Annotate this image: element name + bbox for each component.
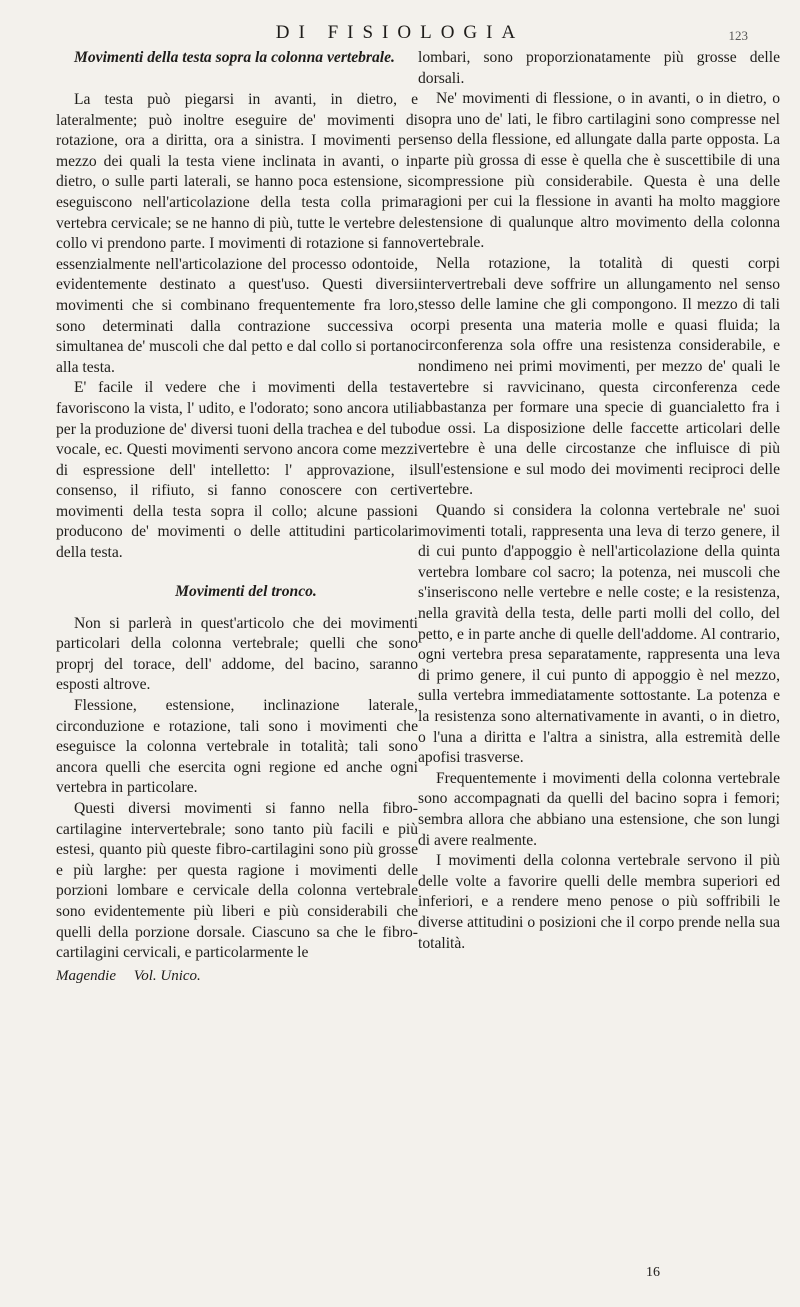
- signature-mark: 16: [646, 1265, 660, 1280]
- signature-line: [56, 966, 418, 987]
- signature-volume: Vol. Unico.: [133, 967, 201, 984]
- paragraph-continuation: lombari, sono proporzionatamente più grosse delle dorsali.: [418, 49, 780, 87]
- section-title-trunk-movements: Movimenti del tronco.: [175, 582, 317, 600]
- paragraph: La testa può piegarsi in avanti, in dietro, e lateralmente; può inoltre eseguire de' movimenti di rotazione, ora a diritta, ora a sinistra. I movimenti per mezzo dei quali la testa viene inclinata in avanti, o in dietro, o sulle parti laterali, se hanno poca estensione, si eseguiscono nell'articolazione della testa colla prima vertebra cervicale; se ne hanno di più, tutte le vertebre del collo vi prendono parte. I movimenti di rotazione si fanno essenzialmente nell'articolazione del processo odontoide, evidentemente destinato a quest'uso. Questi diversi movimenti che si combinano frequentemente fra loro, sono determinati dalla contrazione successiva o simultanea de' muscoli che dal petto e dal collo si portano alla testa.: [56, 91, 418, 376]
- right-column: [418, 48, 780, 954]
- section-title-head-movements: Movimenti della testa sopra la colonna vertebrale.: [74, 49, 395, 66]
- left-column: [56, 48, 418, 986]
- paragraph: Non si parlerà in quest'articolo che dei movimenti particolari della colonna vertebrale; quelli che sono proprj del torace, dell' addome, del bacino, saranno esposti altrove.: [56, 614, 418, 694]
- paragraph: I movimenti della colonna vertebrale servono il più delle volte a favorire quelli delle membra superiori ed inferiori, e a rendere meno penose o più soffribili le diverse attitudini o posizioni che il corpo prende nella sua totalità.: [418, 852, 780, 952]
- paragraph: Flessione, estensione, inclinazione laterale, circonduzione e rotazione, tali sono i movimenti che eseguisce la colonna vertebrale in totalità; tali sono ancora quelli che esercita ogni regione ed anche ogni vertebra in particolare.: [56, 697, 418, 797]
- paragraph: Frequentemente i movimenti della colonna vertebrale sono accompagnati da quelli del bacino sopra i femori; sembra allora che abbiano una estensione, che son lungi di avere realmente.: [418, 769, 780, 849]
- paragraph: Quando si considera la colonna vertebrale ne' suoi movimenti totali, rappresenta una leva di terzo genere, il di cui punto d'appoggio è nell'articolazione della quinta vertebra lombare col sacro; la potenza, nei muscoli che s'inseriscono nelle vertebre e nelle coste; e la resistenza, nella gravità della testa, delle parti molli del collo, del petto, e in parte anche di quelle dell'addome. Al contrario, ogni vertebra presa separatamente, rappresenta una leva di primo genere, il cui punto di appoggio è nel mezzo, sulla vertebra immediatamente sottostante. La potenza e la resistenza sono alternativamente in avanti, o in dietro, o l'una a diritta e l'altra a sinistra, alla estremità delle apofisi trasverse.: [418, 502, 780, 767]
- paragraph: Questi diversi movimenti si fanno nella fibro-cartilagine intervertebrale; sono tanto più facili e più estesi, quanto più queste fibro-cartilagini sono più grosse e più larghe: per questa ragione i movimenti delle porzioni lombare e cervicale della colonna vertebrale sono evidentemente più liberi e più considerabili che quelli della porzione dorsale. Ciascuno sa che le fibro-cartilagini cervicali, e particolarmente le: [56, 800, 418, 962]
- paragraph: Nella rotazione, la totalità di questi corpi intervertrebali deve soffrire un allungamento nel senso stesso delle lamine che gli compongono. Il mezzo di tali corpi presenta una materia molle e quasi fluida; la circonferenza sola offre una resistenza considerabile, e nondimeno nei primi movimenti, per mezzo de' quali le vertebre si ravvicinano, questa circonferenza cede abbastanza per formare una specie di guancialetto fra i due ossi. La disposizione delle faccette articolari delle vertebre è una delle circostanze che influisce di più sull'estensione e sul modo dei movimenti reciproci delle vertebre.: [418, 254, 780, 499]
- paragraph: Ne' movimenti di flessione, o in avanti, o in dietro, o sopra uno de' lati, le fibro cartilagini sono compresse nel senso della flessione, ed allungate dalla parte opposta. La parte più grossa di esse è quella che è suscettibile di una compressione più considerabile. Questa è una delle ragioni per cui la flessione in avanti ha molto maggiore estensione di qualunque altro movimento della colonna vertebrale.: [418, 90, 780, 252]
- signature-author: Magendie: [56, 967, 116, 984]
- paragraph: E' facile il vedere che i movimenti della testa favoriscono la vista, l' udito, e l'odorato; sono ancora utili per la produzione de' diversi tuoni della trachea e del tubo vocale, ec. Questi movimenti servono ancora come mezzi di espressione dell' intelletto: l' approvazione, il consenso, il rifiuto, si fanno conoscere con certi movimenti della testa sopra il collo; alcune passioni producono de' movimenti o delle attitudini particolari della testa.: [56, 379, 418, 562]
- page-number: 123: [728, 28, 748, 43]
- running-title: DI FISIOLOGIA: [275, 22, 525, 43]
